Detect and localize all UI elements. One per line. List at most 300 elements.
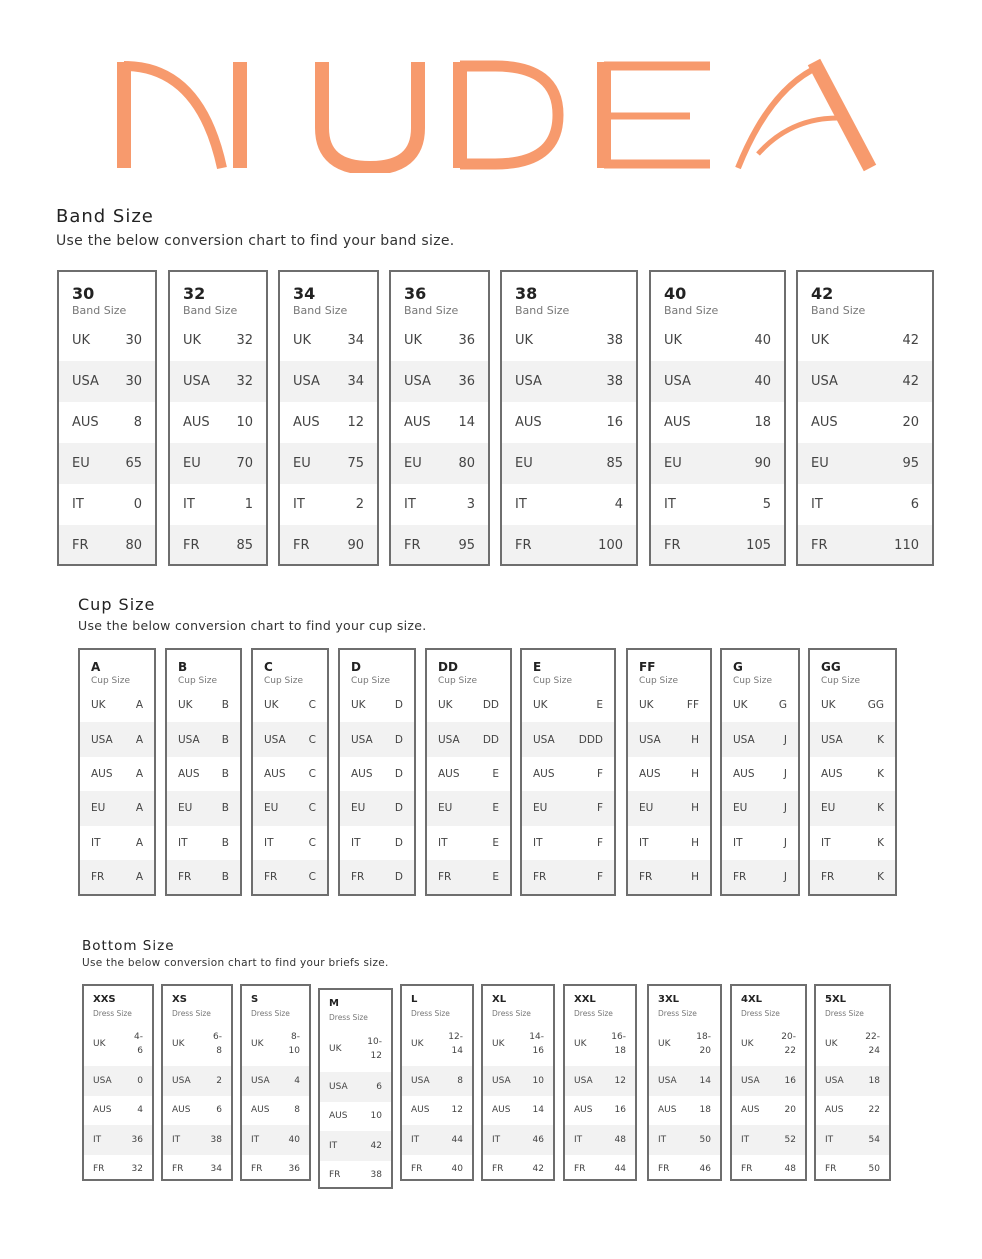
bottom-size-card [814,984,891,1181]
size-value: 34 [210,1164,222,1175]
table-row [522,688,614,722]
nudea-logo [110,58,880,173]
table-row [391,484,488,525]
table-row [732,1066,805,1096]
band-size-card [278,270,379,566]
size-value: C [308,802,316,815]
region-label: UK [574,1039,587,1049]
size-value: 16 [606,415,623,430]
size-value: 80 [125,538,142,553]
size-value: 1 [244,497,253,512]
table-row [280,402,377,443]
table-row [280,525,377,566]
table-row [427,722,510,756]
table-row [722,826,798,860]
region-label: UK [515,333,534,348]
table-row [816,1125,889,1155]
table-row [170,402,266,443]
region-label: IT [329,1140,338,1151]
table-row [402,1022,472,1066]
table-row [522,791,614,825]
size-value: 0 [133,497,142,512]
bottom-size-card-label: Dress Size [411,1009,450,1018]
region-label: UK [639,699,654,712]
table-row [798,484,932,525]
region-label: USA [811,374,838,389]
size-value: D [394,871,403,884]
region-label: FR [91,871,105,884]
bottom-size-card-rows [732,1022,805,1181]
size-value: GG [867,699,884,712]
size-value: H [691,836,699,849]
region-label: USA [515,374,542,389]
region-label: FR [351,871,365,884]
region-label: IT [533,836,543,849]
bottom-size-card-size: XS [172,994,187,1005]
size-value: K [877,767,884,780]
size-value: C [308,767,316,780]
size-value: 34 [347,374,364,389]
cup-size-card [78,648,156,896]
region-label: USA [351,733,373,746]
cup-size-card [626,648,712,896]
table-row [816,1096,889,1126]
band-section-subtitle: Use the below conversion chart to find your band size. [56,233,455,249]
cup-size-card-label: Cup Size [533,676,573,686]
region-label: EU [438,802,453,815]
region-label: AUS [658,1105,677,1116]
region-label: AUS [825,1105,844,1116]
size-value: 30 [125,333,142,348]
table-row [170,320,266,361]
size-value: D [394,802,403,815]
table-row [253,722,327,756]
bottom-size-card-rows [242,1022,309,1181]
size-value: K [877,871,884,884]
bottom-size-card-label: Dress Size [329,1013,368,1022]
region-label: IT [411,1134,420,1145]
size-value: 100 [598,538,623,553]
size-value: 10 [532,1075,544,1086]
band-size-card-rows [651,320,784,566]
size-value: D [394,767,403,780]
cup-size-card-rows [722,688,798,894]
table-row [649,1096,720,1126]
size-value: 44 [451,1134,463,1145]
table-row [722,722,798,756]
cup-size-card [165,648,242,896]
region-label: FR [515,538,532,553]
band-size-card-rows [280,320,377,566]
size-value: 85 [236,538,253,553]
bottom-size-card-size: 5XL [825,994,847,1005]
region-label: AUS [411,1105,430,1116]
size-value: 2 [355,497,364,512]
cup-size-card-label: Cup Size [438,676,478,686]
size-value: 32 [236,374,253,389]
table-row [59,525,155,566]
bottom-size-card-label: Dress Size [492,1009,531,1018]
region-label: FR [438,871,452,884]
table-row [798,443,932,484]
table-row [59,484,155,525]
region-label: IT [172,1134,181,1145]
region-label: AUS [293,415,320,430]
table-row [163,1155,231,1182]
region-label: UK [811,333,830,348]
region-label: EU [91,802,106,815]
size-value: 2 [216,1075,222,1086]
bottom-size-card [400,984,474,1181]
region-label: FR [664,538,681,553]
band-size-card-rows [170,320,266,566]
size-value: K [877,802,884,815]
table-row [402,1066,472,1096]
table-row [816,1066,889,1096]
size-value: 4- 6 [134,1032,143,1056]
table-row [391,320,488,361]
region-label: UK [293,333,312,348]
size-value: 10 [370,1111,382,1122]
region-label: USA [91,733,113,746]
table-row [167,860,240,894]
bottom-size-card [240,984,311,1181]
region-label: USA [264,733,286,746]
size-value: H [691,802,699,815]
size-value: 16 [784,1075,796,1086]
table-row [170,443,266,484]
bottom-section-title: Bottom Size [82,938,175,954]
size-value: 18 [754,415,771,430]
band-section-title: Band Size [56,206,154,227]
bottom-size-card-rows [402,1022,472,1181]
cup-size-card-rows [628,688,710,894]
region-label: EU [183,456,201,471]
bottom-size-card-label: Dress Size [658,1009,697,1018]
bottom-size-card-rows [816,1022,889,1181]
region-label: UK [741,1039,754,1049]
cup-size-card-label: Cup Size [264,676,304,686]
region-label: USA [172,1075,191,1086]
table-row [427,791,510,825]
table-row [798,361,932,402]
size-value: A [135,802,143,815]
table-row [167,826,240,860]
region-label: UK [351,699,366,712]
size-value: 30 [125,374,142,389]
table-row [253,757,327,791]
region-label: EU [811,456,829,471]
size-value: 46 [532,1134,544,1145]
size-value: J [783,836,787,849]
size-value: D [394,836,403,849]
size-value: 14 [532,1105,544,1116]
size-value: B [221,802,229,815]
table-row [340,688,414,722]
band-size-card-rows [502,320,636,566]
table-row [565,1066,635,1096]
size-value: 18 [699,1105,711,1116]
region-label: EU [293,456,311,471]
size-value: J [783,733,787,746]
region-label: AUS [664,415,691,430]
table-row [628,722,710,756]
table-row [242,1155,309,1182]
region-label: EU [178,802,193,815]
table-row [242,1022,309,1066]
table-row [798,525,932,566]
size-value: 10- 12 [367,1037,382,1061]
region-label: USA [821,733,843,746]
size-value: 110 [894,538,919,553]
size-value: 0 [137,1075,143,1086]
region-label: USA [72,374,99,389]
size-value: 65 [125,456,142,471]
region-label: AUS [351,767,373,780]
region-label: USA [438,733,460,746]
size-value: C [308,733,316,746]
table-row [242,1096,309,1126]
size-value: 38 [210,1134,222,1145]
size-value: B [221,767,229,780]
size-value: 14- 16 [529,1032,544,1056]
region-label: AUS [574,1105,593,1116]
size-value: J [783,802,787,815]
region-label: FR [821,871,835,884]
bottom-size-card-label: Dress Size [251,1009,290,1018]
size-value: F [596,836,603,849]
table-row [651,525,784,566]
bottom-size-card-label: Dress Size [172,1009,211,1018]
table-row [427,688,510,722]
band-size-card [500,270,638,566]
region-label: USA [329,1081,348,1092]
region-label: AUS [183,415,210,430]
table-row [84,1155,152,1182]
bottom-size-card-rows [649,1022,720,1181]
region-label: USA [93,1075,112,1086]
size-value: A [135,733,143,746]
region-label: IT [183,497,195,512]
brand-name: NUDEA [495,170,499,171]
table-row [722,688,798,722]
region-label: IT [639,836,649,849]
bottom-size-card-rows [565,1022,635,1181]
region-label: EU [821,802,836,815]
size-value: 40 [754,374,771,389]
bottom-size-card-size: XXL [574,994,596,1005]
size-value: A [135,767,143,780]
bottom-size-card [730,984,807,1181]
cup-size-card-label: Cup Size [91,676,131,686]
table-row [628,688,710,722]
size-value: 44 [614,1164,626,1175]
region-label: UK [404,333,423,348]
band-size-card-size: 42 [811,284,834,303]
table-row [340,791,414,825]
region-label: IT [404,497,416,512]
region-label: UK [91,699,106,712]
region-label: USA [574,1075,593,1086]
region-label: IT [438,836,448,849]
table-row [402,1096,472,1126]
region-label: IT [658,1134,667,1145]
size-value: 6 [216,1105,222,1116]
size-value: E [596,699,603,712]
band-size-card [389,270,490,566]
region-label: IT [825,1134,834,1145]
table-row [280,320,377,361]
size-value: 36 [458,333,475,348]
region-label: USA [664,374,691,389]
table-row [483,1155,553,1182]
size-value: 18 [868,1075,880,1086]
size-value: F [596,767,603,780]
region-label: EU [404,456,422,471]
region-label: UK [183,333,202,348]
region-label: USA [733,733,755,746]
table-row [84,1125,152,1155]
cup-size-card [520,648,616,896]
band-size-card-label: Band Size [72,304,127,317]
size-value: 32 [131,1164,143,1175]
size-value: 95 [902,456,919,471]
band-size-card-label: Band Size [183,304,238,317]
region-label: IT [741,1134,750,1145]
table-row [80,757,154,791]
region-label: AUS [329,1111,348,1122]
region-label: UK [492,1039,505,1049]
region-label: UK [264,699,279,712]
size-value: 40 [288,1134,300,1145]
band-size-card-label: Band Size [664,304,719,317]
region-label: IT [664,497,676,512]
table-row [84,1022,152,1066]
size-value: 16 [614,1105,626,1116]
cup-size-card-rows [167,688,240,894]
cup-size-card-rows [80,688,154,894]
region-label: FR [741,1164,753,1175]
table-row [732,1022,805,1066]
region-label: FR [811,538,828,553]
table-row [391,443,488,484]
table-row [170,484,266,525]
size-value: K [877,733,884,746]
region-label: UK [93,1039,106,1049]
table-row [167,791,240,825]
table-row [427,860,510,894]
region-label: UK [72,333,91,348]
region-label: FR [178,871,192,884]
band-size-card-rows [798,320,932,566]
region-label: USA [251,1075,270,1086]
table-row [565,1155,635,1182]
region-label: AUS [172,1105,191,1116]
cup-size-card-rows [427,688,510,894]
cup-size-card-size: G [733,660,743,674]
size-value: 75 [347,456,364,471]
bottom-size-card-size: 4XL [741,994,763,1005]
bottom-size-card-label: Dress Size [825,1009,864,1018]
size-value: DDD [578,733,603,746]
region-label: IT [733,836,743,849]
region-label: AUS [438,767,460,780]
table-row [798,402,932,443]
table-row [427,757,510,791]
region-label: FR [93,1164,105,1175]
region-label: USA [293,374,320,389]
size-value: 32 [236,333,253,348]
size-value: 16- 18 [611,1032,626,1056]
table-row [651,361,784,402]
table-row [810,757,895,791]
table-row [167,757,240,791]
region-label: IT [821,836,831,849]
cup-size-card-size: DD [438,660,458,674]
region-label: AUS [533,767,555,780]
table-row [163,1066,231,1096]
region-label: AUS [251,1105,270,1116]
cup-size-card-label: Cup Size [178,676,218,686]
cup-size-card [338,648,416,896]
table-row [253,826,327,860]
size-value: 105 [746,538,771,553]
table-row [163,1022,231,1066]
region-label: UK [251,1039,264,1049]
size-value: 20 [902,415,919,430]
size-value: 70 [236,456,253,471]
size-value: B [221,733,229,746]
table-row [565,1022,635,1066]
table-row [391,402,488,443]
table-row [651,484,784,525]
cup-size-card [251,648,329,896]
table-row [242,1066,309,1096]
table-row [502,361,636,402]
region-label: EU [639,802,654,815]
table-row [163,1125,231,1155]
size-value: 42 [532,1164,544,1175]
bottom-size-card [318,988,393,1189]
size-value: E [492,767,499,780]
size-value: 52 [784,1134,796,1145]
region-label: USA [639,733,661,746]
size-value: 3 [466,497,475,512]
table-row [649,1066,720,1096]
region-label: UK [172,1039,185,1049]
size-value: C [308,699,316,712]
band-size-card [649,270,786,566]
region-label: FR [293,538,310,553]
size-value: 40 [451,1164,463,1175]
cup-size-card-size: D [351,660,361,674]
table-row [80,688,154,722]
table-row [483,1125,553,1155]
cup-size-card-size: FF [639,660,656,674]
cup-size-card-size: B [178,660,188,674]
bottom-size-card-size: 3XL [658,994,680,1005]
cup-size-card [425,648,512,896]
bottom-size-card [481,984,555,1181]
region-label: UK [329,1044,342,1054]
region-label: AUS [733,767,755,780]
band-size-card-size: 30 [72,284,95,303]
region-label: IT [293,497,305,512]
region-label: AUS [72,415,99,430]
size-value: F [596,802,603,815]
table-row [253,791,327,825]
size-value: 6 [376,1081,382,1092]
